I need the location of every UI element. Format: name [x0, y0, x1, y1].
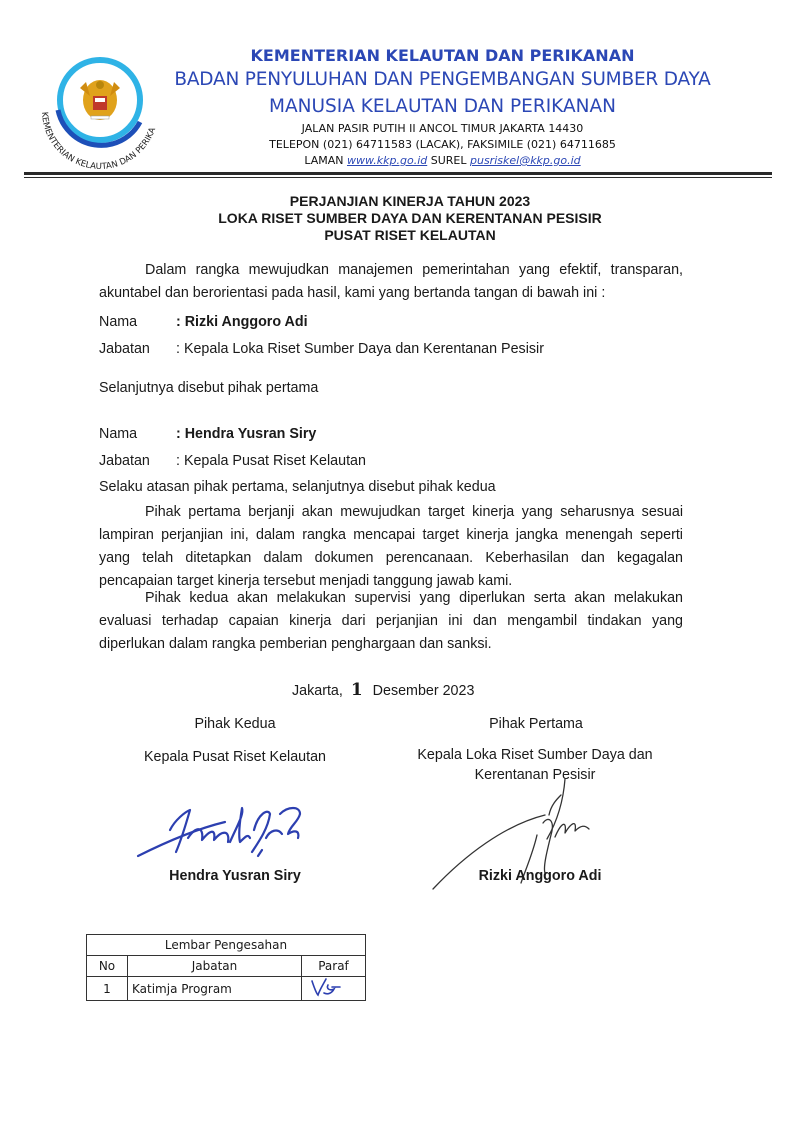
surel-label: SUREL: [430, 154, 467, 167]
document-title: PERJANJIAN KINERJA TAHUN 2023: [289, 193, 531, 209]
header-agency-line2: MANUSIA KELAUTAN DAN PERIKANAN: [269, 96, 616, 117]
header-address: JALAN PASIR PUTIH II ANCOL TIMUR JAKARTA 14430: [301, 122, 584, 135]
header-phone: TELEPON (021) 64711583 (LACAK), FAKSIMILE (021) 64711685: [269, 138, 616, 151]
header-ministry: KEMENTERIAN KELAUTAN DAN PERIKANAN: [250, 46, 635, 65]
party2-name-value: : Hendra Yusran Siry: [176, 426, 317, 442]
party1-name-label: Nama: [99, 314, 138, 330]
header-jabatan: Jabatan: [128, 956, 302, 977]
document-subtitle-center: PUSAT RISET KELAUTAN: [324, 227, 496, 243]
svg-text:KEMENTERIAN KELAUTAN DAN PERIK: KEMENTERIAN KELAUTAN DAN PERIKA: [38, 111, 159, 172]
party2-position-value: : Kepala Pusat Riset Kelautan: [176, 453, 366, 469]
party1-position-label: Jabatan: [99, 341, 150, 357]
party2-note: Selaku atasan pihak pertama, selanjutnya disebut pihak kedua: [99, 479, 496, 495]
right-role: Pihak Pertama: [489, 716, 583, 732]
table-row: [87, 977, 366, 1001]
party1-note: Selanjutnya disebut pihak pertama: [99, 380, 319, 396]
header-no: No: [87, 956, 128, 977]
header-divider-thick: [24, 172, 772, 175]
signing-place: Jakarta,: [292, 683, 343, 699]
header-divider-thin: [24, 177, 772, 178]
left-signature: [130, 800, 330, 870]
supervision-paragraph: Pihak kedua akan melakukan supervisi yang diperlukan serta akan melakukan evaluasi terhadap capaian kinerja dari perjanjian ini dan mengambil tindakan yang diperlukan dalam rangka pemberian penghargaan dan sanksi.: [99, 590, 683, 652]
left-signatory-name: Hendra Yusran Siry: [169, 868, 301, 884]
row-jabatan: Katimja Program: [128, 977, 302, 1001]
right-title-line1: Kepala Loka Riset Sumber Daya dan: [417, 747, 653, 763]
header-paraf: Paraf: [302, 956, 366, 977]
signing-date: [292, 679, 474, 703]
party2-position-label: Jabatan: [99, 453, 150, 469]
signing-month-year: Desember 2023: [372, 683, 475, 699]
row-paraf: [302, 977, 366, 1001]
left-role: Pihak Kedua: [194, 716, 276, 732]
ministry-logo: [28, 52, 168, 192]
laman-label: LAMAN: [304, 154, 344, 167]
paraf-initial-icon: [302, 977, 362, 997]
row-no: 1: [87, 977, 128, 1001]
right-title-line2: Kerentanan Pesisir: [474, 767, 596, 783]
approval-table-caption: Lembar Pengesahan: [87, 935, 366, 956]
garuda-emblem-icon: [80, 80, 120, 120]
document-subtitle-unit: LOKA RISET SUMBER DAYA DAN KERENTANAN PESISIR: [218, 210, 602, 226]
header-agency-line1: BADAN PENYULUHAN DAN PENGEMBANGAN SUMBER DAYA: [174, 69, 711, 90]
party1-name-value: : Rizki Anggoro Adi: [176, 314, 308, 330]
party2-name-label: Nama: [99, 426, 138, 442]
header-contact: [170, 154, 715, 167]
left-title: Kepala Pusat Riset Kelautan: [143, 749, 326, 765]
email-link[interactable]: pusriskel@kkp.go.id: [470, 154, 581, 167]
intro-paragraph: Dalam rangka mewujudkan manajemen pemerintahan yang efektif, transparan, akuntabel dan berorientasi pada hasil, kami yang bertanda tangan di bawah ini :: [99, 262, 683, 301]
website-link[interactable]: www.kkp.go.id: [346, 154, 428, 167]
signing-day: 1: [350, 680, 363, 700]
party1-position-value: : Kepala Loka Riset Sumber Daya dan Kerentanan Pesisir: [176, 341, 544, 357]
commitment-paragraph: Pihak pertama berjanji akan mewujudkan target kinerja yang seharusnya sesuai lampiran perjanjian ini, dalam rangka mencapai target kinerja jangka menengah seperti yang telah ditetapkan dalam dokumen perencanaan. Keberhasilan dan kegagalan pencapaian target kinerja tersebut menjadi tanggung jawab kami.: [99, 504, 683, 589]
approval-table: [86, 934, 366, 1001]
right-signatory-name: Rizki Anggoro Adi: [478, 868, 602, 884]
